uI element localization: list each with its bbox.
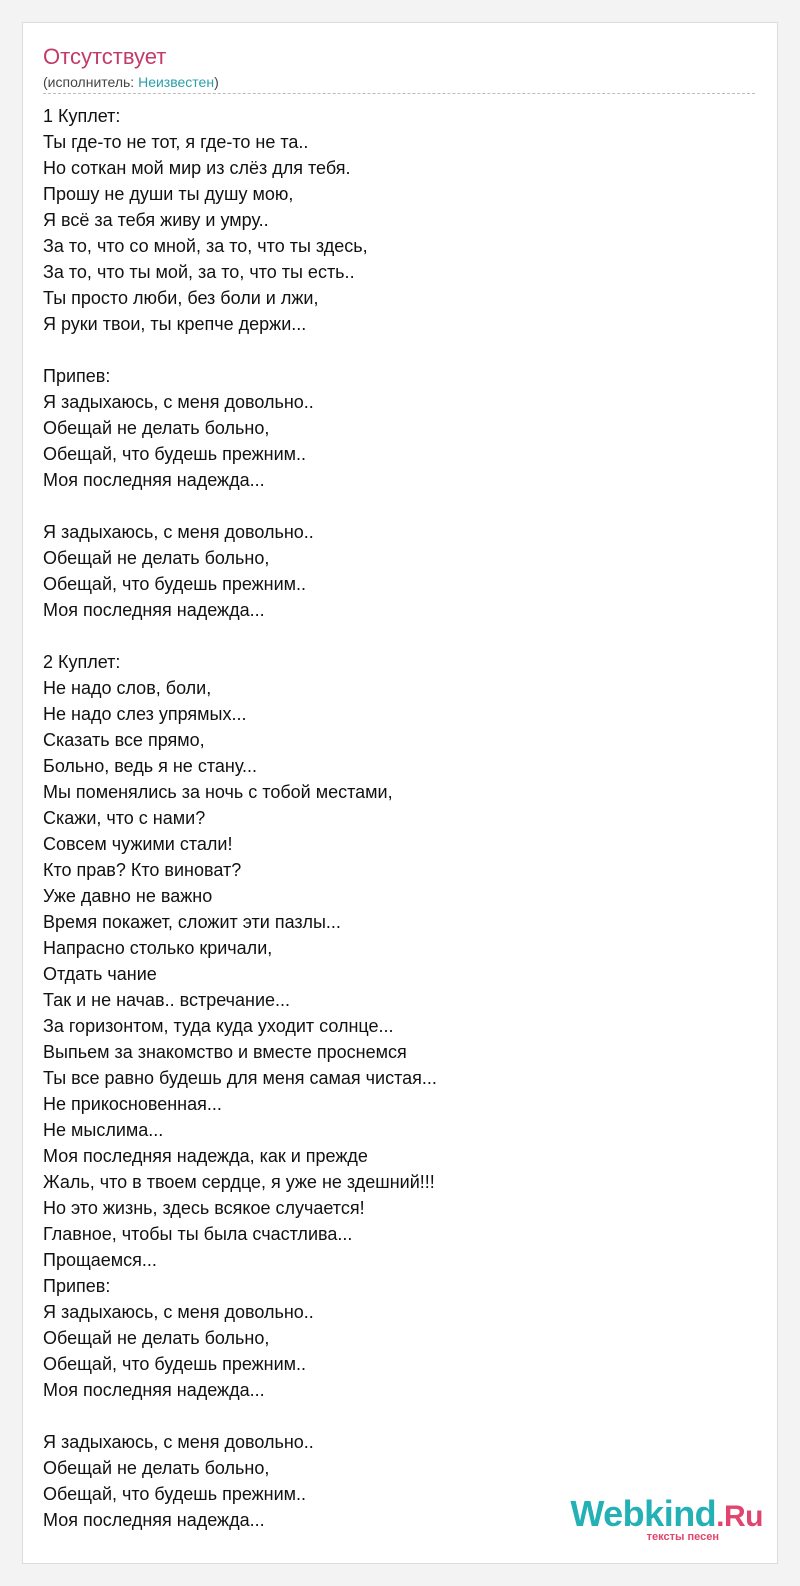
lyric-line: Моя последняя надежда... <box>43 600 265 620</box>
logo-main-text: Webkind <box>570 1493 717 1534</box>
lyric-line: Сказать все прямо, <box>43 730 205 750</box>
song-title: Отсутствует <box>43 44 167 69</box>
lyric-line: Моя последняя надежда, как и прежде <box>43 1146 368 1166</box>
lyric-line: Уже давно не важно <box>43 886 213 906</box>
lyric-line: Не надо слез упрямых... <box>43 704 247 724</box>
stanza-break <box>43 1403 755 1429</box>
lyric-line: Припев: <box>43 1276 111 1296</box>
lyric-line: Я всё за тебя живу и умру.. <box>43 210 269 230</box>
lyric-line: Выпьем за знакомство и вместе проснемся <box>43 1042 407 1062</box>
lyrics-card <box>22 22 778 1564</box>
lyric-line: Не надо слов, боли, <box>43 678 212 698</box>
lyric-line: Я задыхаюсь, с меня довольно.. <box>43 1432 314 1452</box>
lyric-line: Напрасно столько кричали, <box>43 938 273 958</box>
lyric-line: Больно, ведь я не стану... <box>43 756 258 776</box>
lyric-line: Я задыхаюсь, с меня довольно.. <box>43 522 314 542</box>
lyric-line: Не прикосновенная... <box>43 1094 222 1114</box>
lyric-line: Моя последняя надежда... <box>43 470 265 490</box>
lyric-line: Мы поменялись за ночь с тобой местами, <box>43 782 393 802</box>
lyric-line: Ты где-то не тот, я где-то не та.. <box>43 132 309 152</box>
lyric-line: Жаль, что в твоем сердце, я уже не здешний!!! <box>43 1172 435 1192</box>
lyric-line: Припев: <box>43 366 111 386</box>
lyric-line: Моя последняя надежда... <box>43 1510 265 1530</box>
lyric-line: Обещай, что будешь прежним.. <box>43 444 307 464</box>
lyric-line: Обещай не делать больно, <box>43 1458 270 1478</box>
lyric-line: Обещай не делать больно, <box>43 1328 270 1348</box>
artist-suffix: ) <box>214 74 219 90</box>
stanza-break <box>43 337 755 363</box>
artist-line <box>43 73 219 91</box>
lyric-line: Не мыслима... <box>43 1120 164 1140</box>
lyric-line: Так и не начав.. встречание... <box>43 990 291 1010</box>
lyric-line: Но соткан мой мир из слёз для тебя. <box>43 158 351 178</box>
lyric-line: За то, что со мной, за то, что ты здесь, <box>43 236 368 256</box>
lyric-line: 1 Куплет: <box>43 106 121 126</box>
lyric-line: Но это жизнь, здесь всякое случается! <box>43 1198 365 1218</box>
lyric-line: Время покажет, сложит эти пазлы... <box>43 912 341 932</box>
site-logo[interactable] <box>570 1493 763 1543</box>
lyric-line: Главное, чтобы ты была счастлива... <box>43 1224 353 1244</box>
title-divider <box>43 93 755 94</box>
lyric-line: Прошу не души ты душу мою, <box>43 184 294 204</box>
lyric-line: Ты просто люби, без боли и лжи, <box>43 288 319 308</box>
lyric-line: Отдать чание <box>43 964 157 984</box>
logo-tagline: тексты песен <box>646 1531 719 1543</box>
lyric-line: Прощаемся... <box>43 1250 157 1270</box>
lyrics-text <box>43 103 755 1533</box>
lyric-line: Кто прав? Кто виноват? <box>43 860 242 880</box>
artist-prefix: (исполнитель: <box>43 74 139 90</box>
lyric-line: За то, что ты мой, за то, что ты есть.. <box>43 262 355 282</box>
lyric-line: Обещай, что будешь прежним.. <box>43 574 307 594</box>
stanza-break <box>43 493 755 519</box>
lyric-line: Обещай не делать больно, <box>43 418 270 438</box>
stanza-break <box>43 623 755 649</box>
logo-tld: .Ru <box>716 1500 763 1533</box>
artist-link[interactable]: Неизвестен <box>138 74 215 90</box>
lyric-line: Я задыхаюсь, с меня довольно.. <box>43 392 314 412</box>
lyric-line: За горизонтом, туда куда уходит солнце... <box>43 1016 394 1036</box>
lyric-line: Обещай, что будешь прежним.. <box>43 1354 307 1374</box>
lyric-line: Скажи, что с нами? <box>43 808 206 828</box>
logo-wordmark <box>570 1493 763 1535</box>
lyric-line: Я руки твои, ты крепче держи... <box>43 314 307 334</box>
lyric-line: Обещай не делать больно, <box>43 548 270 568</box>
lyric-line: Я задыхаюсь, с меня довольно.. <box>43 1302 314 1322</box>
lyric-line: 2 Куплет: <box>43 652 121 672</box>
lyric-line: Моя последняя надежда... <box>43 1380 265 1400</box>
lyric-line: Совсем чужими стали! <box>43 834 233 854</box>
lyric-line: Ты все равно будешь для меня самая чистая... <box>43 1068 437 1088</box>
lyric-line: Обещай, что будешь прежним.. <box>43 1484 307 1504</box>
